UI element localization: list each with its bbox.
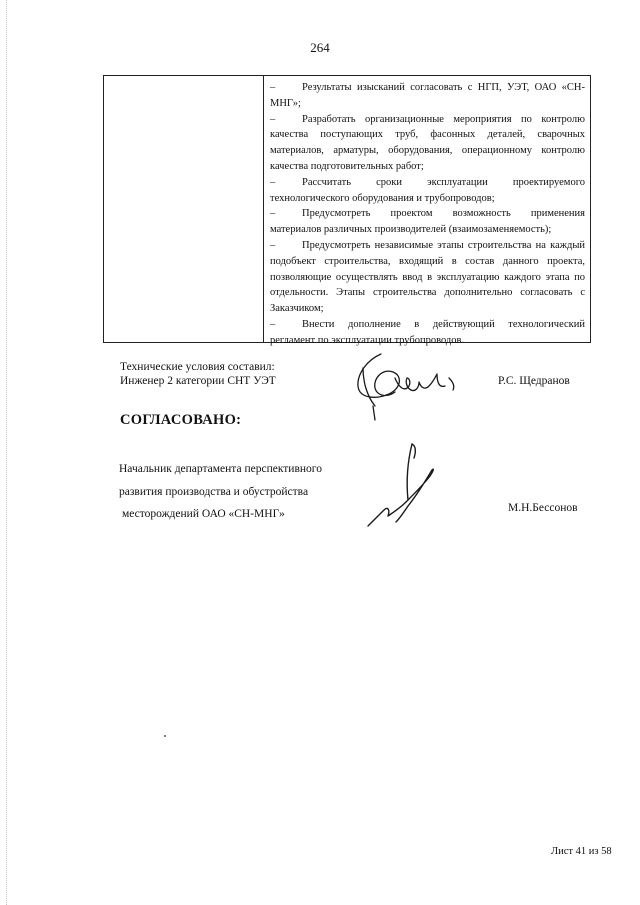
approver-signature-image bbox=[360, 440, 450, 535]
list-dash: – bbox=[270, 113, 276, 125]
list-dash: – bbox=[270, 208, 276, 220]
page-edge-line bbox=[6, 0, 7, 905]
requirement-text: Рассчитать сроки эксплуатации проектируемого технологического оборудования и трубопроводов; bbox=[270, 176, 585, 204]
approver-position-line: месторождений ОАО «СН-МНГ» bbox=[122, 508, 285, 520]
approver-position bbox=[119, 458, 322, 526]
requirement-item bbox=[270, 80, 585, 112]
requirement-item bbox=[270, 238, 585, 317]
approver-position-line: развития производства и обустройства bbox=[119, 485, 309, 498]
requirements-table bbox=[103, 75, 591, 346]
list-dash: – bbox=[270, 82, 276, 93]
page-number: 264 bbox=[310, 40, 330, 55]
requirement-text: Внести дополнение в действующий технологический регламент по эксплуатации трубопроводов. bbox=[270, 318, 585, 346]
composed-by-position: Инженер 2 категории СНТ УЭТ bbox=[120, 375, 276, 387]
requirements-list bbox=[264, 76, 590, 349]
approver-name: М.Н.Бессонов bbox=[508, 502, 578, 514]
requirement-item bbox=[270, 112, 585, 175]
requirement-text: Результаты изысканий согласовать с НГП, УЭТ, ОАО «СН-МНГ»; bbox=[270, 82, 585, 109]
requirement-text: Разработать организационные мероприятия по контролю качества поступающих труб, фасонных деталей, сварочных материалов, арматуры, оборудования, операционному контролю качества подготовительных работ; bbox=[270, 113, 585, 172]
requirements-table-left-cell bbox=[104, 76, 264, 342]
composer-signature-image bbox=[345, 348, 465, 428]
requirement-text: Предусмотреть проектом возможность применения материалов различных производителей (взаимозаменяемость); bbox=[270, 208, 585, 236]
composed-by-block bbox=[120, 360, 276, 388]
list-dash: – bbox=[270, 318, 276, 330]
requirement-item bbox=[270, 206, 585, 238]
sheet-counter: Лист 41 из 58 bbox=[551, 846, 612, 857]
agreed-heading: СОГЛАСОВАНО: bbox=[120, 412, 242, 428]
list-dash: – bbox=[270, 239, 276, 251]
approver-position-line: Начальник департамента перспективного bbox=[119, 463, 322, 475]
requirement-item bbox=[270, 317, 585, 349]
composer-name: Р.С. Щедранов bbox=[498, 375, 570, 387]
composed-by-label: Технические условия составил: bbox=[120, 361, 275, 373]
list-dash: – bbox=[270, 176, 276, 188]
requirement-item bbox=[270, 175, 585, 207]
scan-speck bbox=[164, 735, 166, 737]
requirement-text: Предусмотреть независимые этапы строительства на каждый подобъект строительства, входящий в состав данного проекта, позволяющие осуществлять ввод в эксплуатацию каждого этапа по отдельности. Этапы строительства дополнительно согласовать с Заказчиком; bbox=[270, 239, 585, 315]
